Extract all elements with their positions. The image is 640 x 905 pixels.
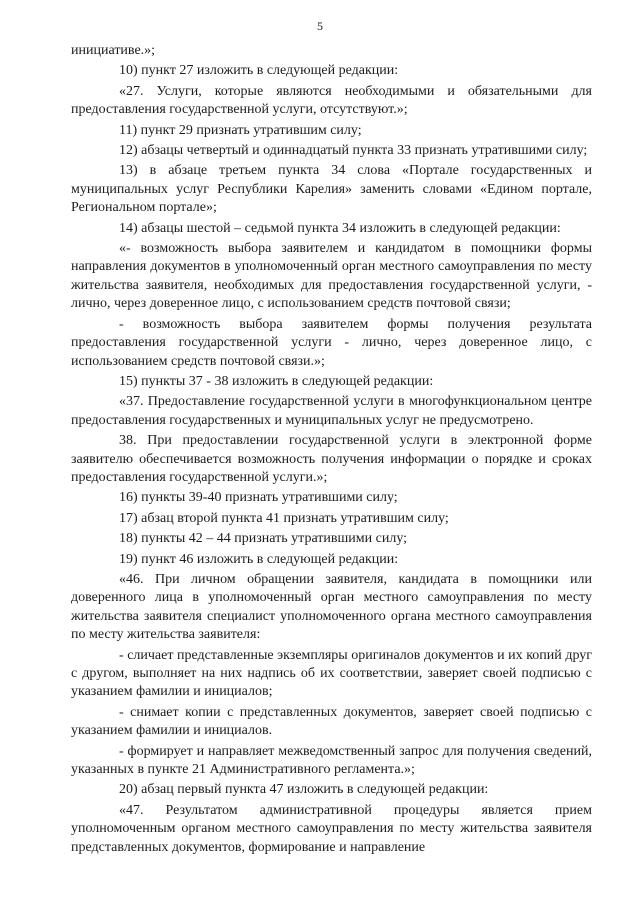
paragraph: «46. При личном обращении заявителя, кандидата в помощники или доверенного лица в уполномоченный орган местного самоуправления по месту жительства заявителя специалист уполномоченного органа местного самоуправления по месту жительства заявителя:	[71, 571, 592, 643]
paragraph: «37. Предоставление государственной услуги в многофункциональном центре предоставления государственных и муниципальных услуг не предусмотрено.	[71, 394, 592, 428]
paragraph: 16) пункты 39-40 признать утратившими силу;	[119, 490, 398, 506]
page-number: 5	[317, 19, 323, 33]
document-body	[71, 42, 592, 857]
paragraph: «47. Результатом административной процедуры является прием уполномоченным органом местного самоуправления по месту жительства заявителя представленных документов, формирование и направление	[71, 802, 592, 855]
paragraph: 10) пункт 27 изложить в следующей редакции:	[119, 63, 399, 79]
paragraph: - снимает копии с представленных документов, заверяет своей подписью с указанием фамилии и инициалов.	[71, 704, 592, 739]
paragraph: - формирует и направляет межведомственный запрос для получения сведений, указанных в пункте 21 Административного регламента.»;	[71, 743, 592, 778]
paragraph: - сличает представленные экземпляры оригиналов документов и их копий друг с другом, выполняет на них надпись об их соответствии, заверяет своей подписью с указанием фамилии и инициалов;	[71, 647, 592, 700]
paragraph: «- возможность выбора заявителем и кандидатом в помощники формы направления документов в уполномоченный орган местного самоуправления по месту жительства заявителя, необходимых для предоставления государственной услуги, - лично, через доверенное лицо, с использованием средств почтовой связи;	[71, 241, 592, 312]
paragraph: 38. При предоставлении государственной услуги в электронной форме заявителю обеспечивается возможность получения информации о порядке и сроках предоставления государственной услуги.»;	[71, 433, 592, 485]
paragraph: 15) пункты 37 - 38 изложить в следующей редакции:	[119, 373, 434, 389]
paragraph: 19) пункт 46 изложить в следующей редакции:	[119, 551, 399, 567]
paragraph: инициативе.»;	[71, 43, 156, 58]
paragraph: 17) абзац второй пункта 41 признать утратившим силу;	[119, 510, 449, 526]
paragraph: 13) в абзаце третьем пункта 34 слова «Портале государственных и муниципальных услуг Республики Карелия» заменить словами «Едином портале, Региональном портале»;	[71, 163, 592, 216]
paragraph: 12) абзацы четвертый и одиннадцатый пункта 33 признать утратившими силу;	[119, 143, 588, 159]
paragraph: 14) абзацы шестой – седьмой пункта 34 изложить в следующей редакции:	[119, 220, 561, 236]
paragraph: «27. Услуги, которые являются необходимыми и обязательными для предоставления государственной услуги, отсутствуют.»;	[71, 83, 592, 118]
paragraph: 18) пункты 42 – 44 признать утратившими силу;	[119, 531, 408, 547]
paragraph: 11) пункт 29 признать утратившим силу;	[119, 122, 362, 138]
paragraph: - возможность выбора заявителем формы получения результата предоставления государственной услуги - лично, через доверенное лицо, с использованием средств почтовой связи.»;	[71, 316, 592, 369]
paragraph: 20) абзац первый пункта 47 изложить в следующей редакции:	[119, 782, 489, 798]
